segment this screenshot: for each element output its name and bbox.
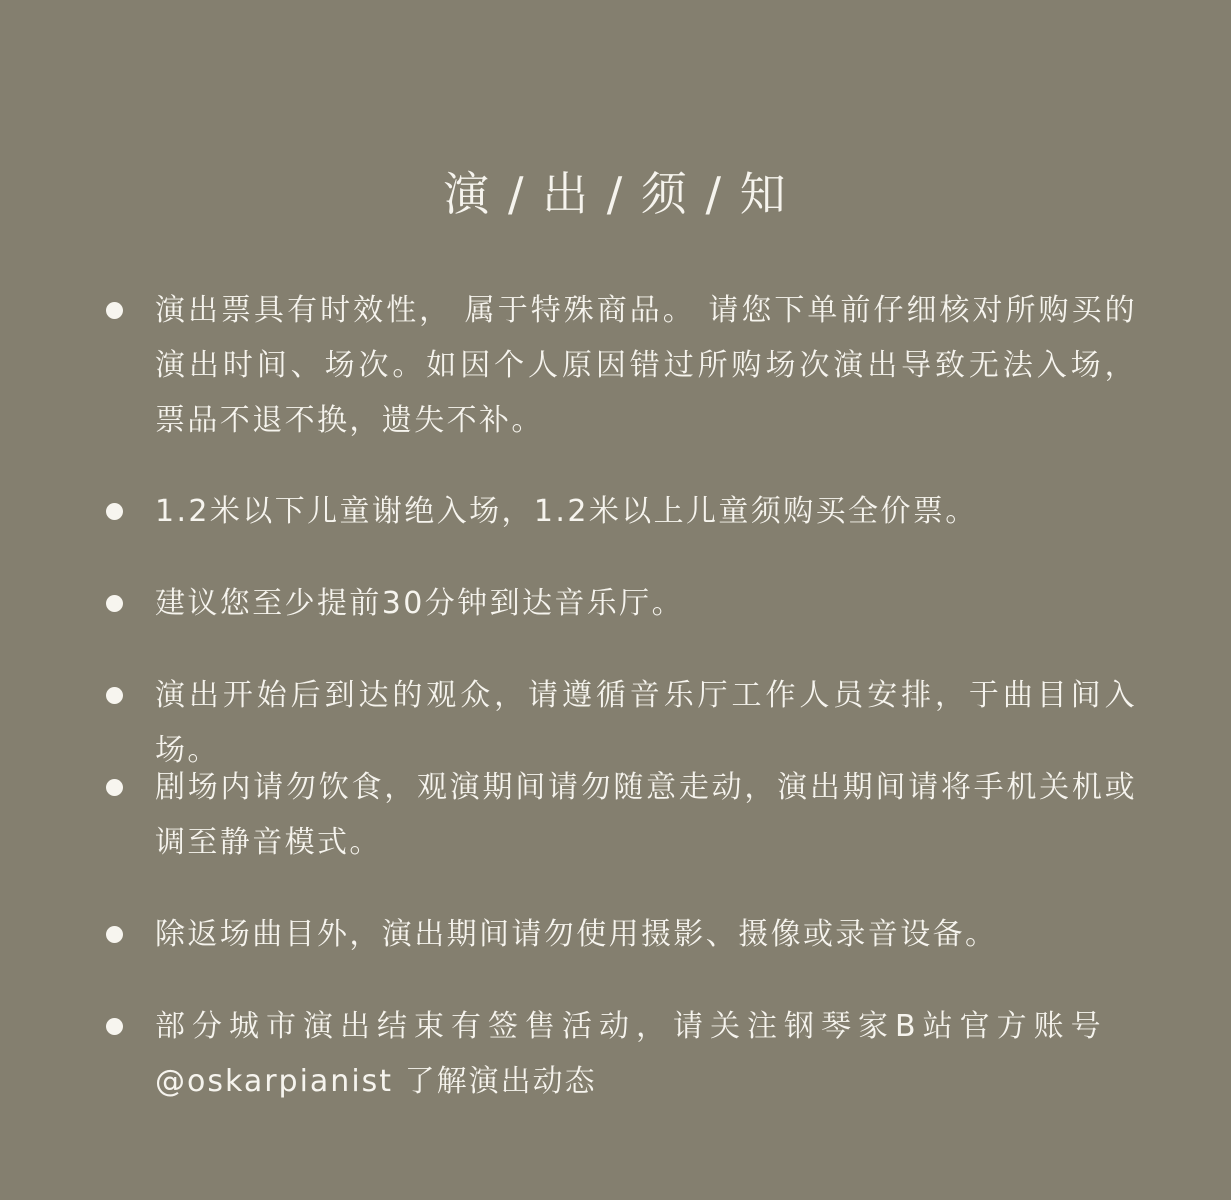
bullet-icon	[106, 302, 123, 319]
page-title: 演 / 出 / 须 / 知	[443, 166, 788, 221]
bullet-icon	[106, 595, 123, 612]
notice-text: 演出票具有时效性， 属于特殊商品。 请您下单前仔细核对所购买的演出时间、场次。如因个人原因错过所购场次演出导致无法入场， 票品不退不换，遗失不补。	[155, 293, 1137, 438]
account-text: @oskarpianist 了解演出动态	[155, 1064, 597, 1099]
notice-text: 除返场曲目外，演出期间请勿使用摄影、摄像或录音设备。	[155, 917, 998, 952]
bullet-icon	[106, 1018, 123, 1035]
notice-text-line: 部分城市演出结束有签售活动，请关注钢琴家B站官方账号	[155, 1009, 1108, 1044]
notice-text: 建议您至少提前30分钟到达音乐厅。	[155, 586, 684, 621]
notice-text: 演出开始后到达的观众，请遵循音乐厅工作人员安排，于曲目间入场。	[155, 678, 1137, 768]
bullet-icon	[106, 687, 123, 704]
bullet-icon	[106, 503, 123, 520]
bullet-icon	[106, 926, 123, 943]
notice-text: 1.2米以下儿童谢绝入场，1.2米以上儿童须购买全价票。	[155, 494, 978, 529]
bullet-icon	[106, 779, 123, 796]
notice-text	[155, 999, 1137, 1109]
notice-text: 剧场内请勿饮食，观演期间请勿随意走动，演出期间请将手机关机或调至静音模式。	[155, 770, 1137, 860]
